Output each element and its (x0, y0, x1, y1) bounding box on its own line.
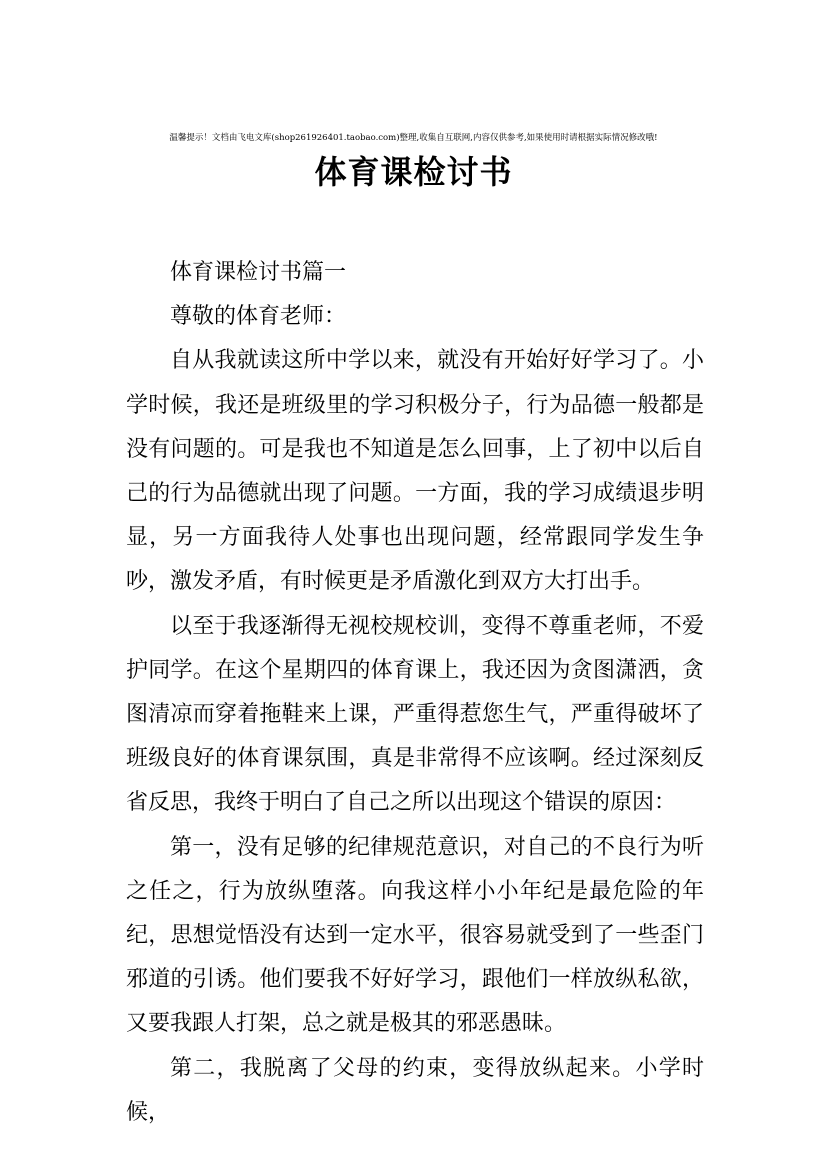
document-title: 体育课检讨书 (314, 153, 513, 191)
watermark-notice: 温馨提示！文档由飞电文库(shop261926401.taobao.com)整理,收集自互联网,内容仅供参考,如果使用时请根据实际情况修改哦! (169, 133, 658, 143)
paragraph: 第一，没有足够的纪律规范意识，对自己的不良行为听之任之，行为放纵堕落。向我这样小小年纪是最危险的年纪，思想觉悟没有达到一定水平，很容易就受到了一些歪门邪道的引诱。他们要我不好好学习，跟他们一样放纵私欲，又要我跟人打架，总之就是极其的邪恶愚昧。 (126, 834, 704, 1037)
paragraph-heading: 体育课检讨书篇一 (170, 260, 347, 285)
paragraph: 第二，我脱离了父母的约束，变得放纵起来。小学时候， (126, 1055, 704, 1125)
document-body (126, 251, 704, 1135)
paragraph-salutation: 尊敬的体育老师： (170, 304, 347, 330)
paragraph: 自从我就读这所中学以来，就没有开始好好学习了。小学时候，我还是班级里的学习积极分子，行为品德一般都是没有问题的。可是我也不知道是怎么回事，上了初中以后自己的行为品德就出现了问题。一方面，我的学习成绩退步明显，另一方面我待人处事也出现问题，经常跟同学发生争吵，激发矛盾，有时候更是矛盾激化到双方大打出手。 (126, 348, 704, 595)
paragraph: 以至于我逐渐得无视校规校训，变得不尊重老师，不爱护同学。在这个星期四的体育课上，我还因为贪图潇洒，贪图清凉而穿着拖鞋来上课，严重得惹您生气，严重得破坏了班级良好的体育课氛围，真是非常得不应该啊。经过深刻反省反思，我终于明白了自己之所以出现这个错误的原因： (126, 613, 704, 816)
